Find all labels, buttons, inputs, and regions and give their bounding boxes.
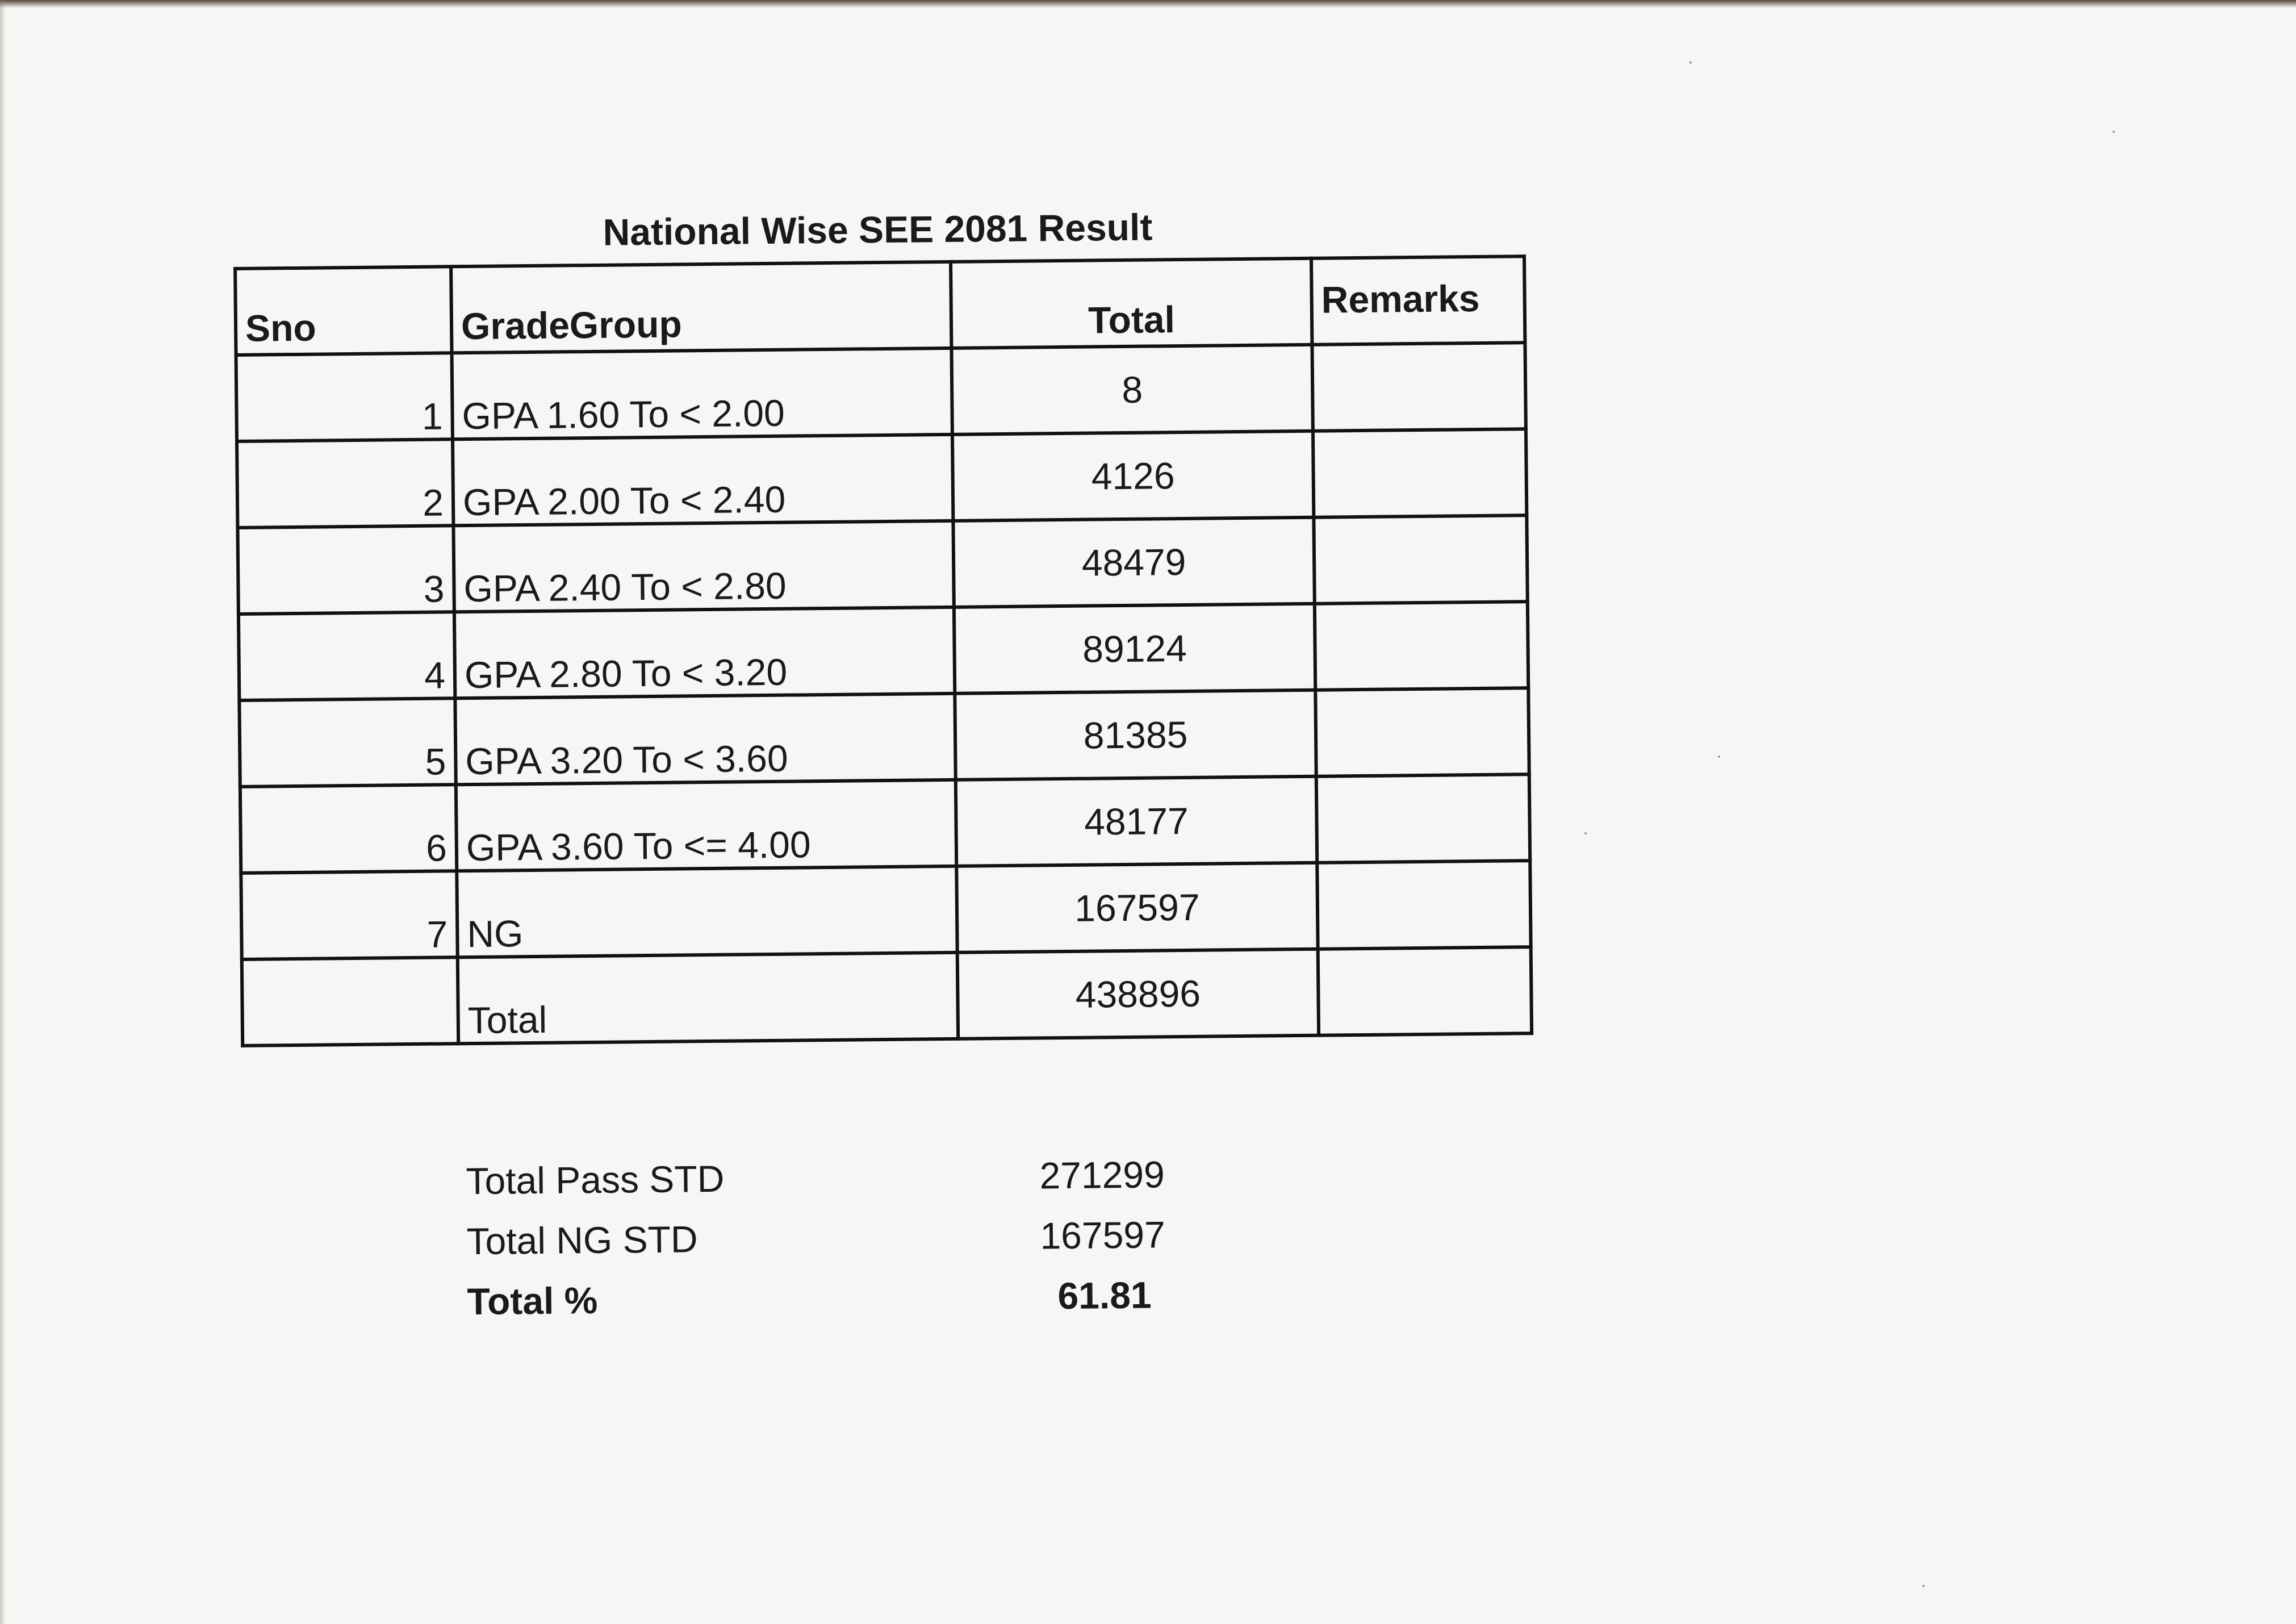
table-row [239,688,1529,787]
cell-sno: 6 [240,784,457,873]
cell-sno: 4 [239,612,455,700]
summary-ng-label: Total NG STD [466,1218,698,1263]
cell-sno: 2 [237,439,453,528]
cell-sno: 3 [237,525,454,614]
summary-block [458,1143,1311,1331]
cell-remarks [1316,774,1530,863]
cell-grade-group: GPA 3.20 To < 3.60 [455,694,955,784]
cell-grade-group: GPA 2.40 To < 2.80 [453,521,953,612]
result-document [233,192,1539,1323]
paper-edge-shadow [0,0,2296,8]
cell-total: 438896 [957,949,1319,1039]
summary-ng-row [458,1203,1311,1271]
cell-total: 4126 [952,431,1314,521]
cell-remarks [1315,602,1528,690]
header-grade-group: GradeGroup [451,262,951,353]
table-row [240,774,1530,873]
cell-total: 81385 [955,690,1316,780]
cell-sno: 5 [239,698,455,787]
header-remarks: Remarks [1311,256,1525,345]
cell-total: 167597 [956,863,1318,953]
cell-grade-group: GPA 2.80 To < 3.20 [454,607,955,698]
table-row [236,343,1526,441]
table-row [239,602,1528,700]
cell-remarks [1312,343,1525,431]
paper-speck [2113,131,2115,133]
summary-percent-row [459,1263,1311,1331]
cell-remarks [1314,515,1527,604]
cell-remarks [1313,429,1527,517]
paper-left-shadow [0,0,6,1624]
cell-sno: 7 [241,871,457,959]
cell-sno [242,957,458,1046]
result-table [233,254,1533,1047]
table-header-row [235,256,1525,355]
summary-pass-value: 271299 [1039,1153,1165,1197]
cell-grade-group: GPA 2.00 To < 2.40 [453,435,953,525]
cell-grade-group: GPA 1.60 To < 2.00 [452,348,952,439]
cell-remarks [1317,861,1530,949]
cell-grade-group: GPA 3.60 To <= 4.00 [456,780,956,871]
summary-pass-row [458,1143,1310,1211]
table-row [237,429,1527,528]
table-row [237,515,1527,614]
summary-ng-value: 167597 [1040,1213,1166,1257]
table-total-row [242,947,1532,1046]
header-total: Total [951,258,1312,348]
cell-remarks [1318,947,1532,1036]
cell-grade-group: NG [457,866,957,957]
paper-speck [1922,1585,1925,1587]
cell-total: 89124 [954,604,1315,694]
summary-percent-value: 61.81 [1057,1274,1152,1317]
cell-total: 48177 [956,776,1317,866]
paper-speck [1689,61,1692,64]
paper-speck [1584,832,1587,834]
cell-total: 48479 [953,517,1314,607]
summary-percent-label: Total % [467,1279,598,1323]
cell-sno: 1 [236,353,453,441]
header-sno: Sno [235,266,451,355]
cell-total: 8 [951,345,1312,435]
document-title: National Wise SEE 2081 Result [603,206,1153,253]
cell-remarks [1315,688,1529,776]
table-row [241,861,1530,959]
paper-speck [1718,755,1720,758]
cell-grade-group: Total [458,953,958,1043]
summary-pass-label: Total Pass STD [466,1157,725,1203]
